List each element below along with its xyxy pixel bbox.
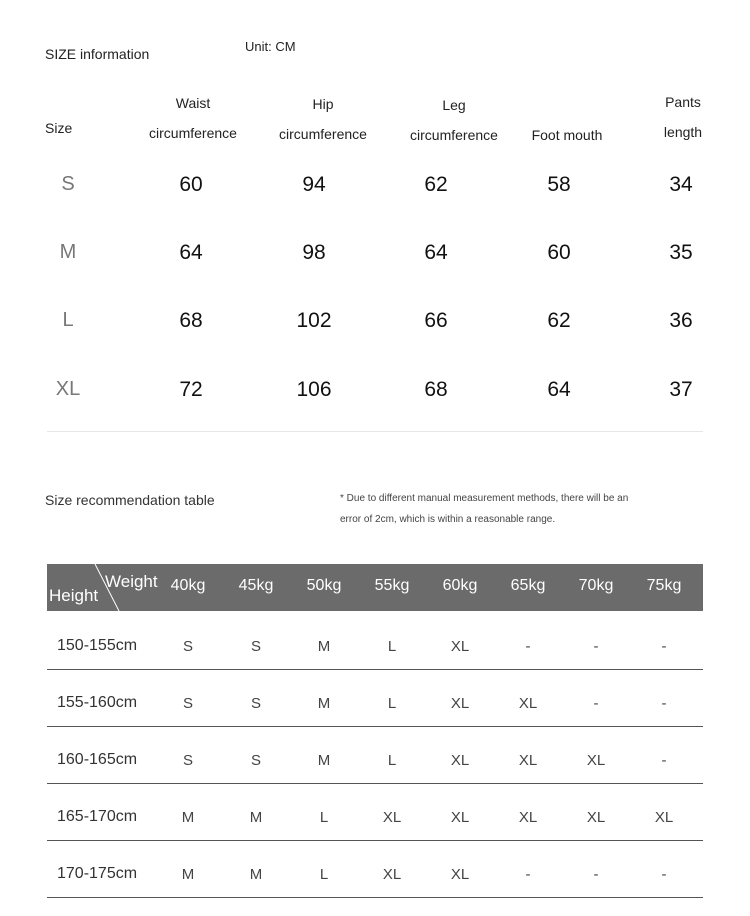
header-hip-line2: circumference	[279, 126, 367, 142]
size-row-m-foot: 60	[547, 241, 571, 264]
size-row-l-pants: 36	[669, 309, 693, 332]
rec-cell: M	[181, 866, 195, 883]
header-hip-line1: Hip	[312, 96, 334, 112]
rec-cell: -	[593, 638, 599, 655]
rec-cell: XL	[450, 866, 470, 883]
rec-cell: XL	[450, 752, 470, 769]
header-weight-label: Weight	[105, 572, 158, 591]
header-weight-60kg: 60kg	[442, 577, 478, 594]
header-weight-75kg: 75kg	[646, 577, 682, 594]
rec-cell: XL	[450, 638, 470, 655]
unit-label: Unit: CM	[245, 39, 296, 54]
measurement-note-line1: * Due to different manual measurement methods, there will be an	[340, 493, 629, 504]
size-row-s-foot: 58	[547, 173, 571, 196]
rec-cell: M	[317, 638, 331, 655]
rec-cell: S	[182, 695, 193, 712]
size-row-s-hip: 94	[302, 173, 326, 196]
rec-row-divider	[47, 897, 703, 898]
header-waist-line1: Waist	[175, 95, 211, 111]
rec-cell: XL	[382, 866, 402, 883]
size-row-xl-hip: 106	[296, 378, 332, 401]
header-weight-50kg: 50kg	[306, 577, 342, 594]
size-row-m-leg: 64	[424, 241, 448, 264]
header-weight-70kg: 70kg	[578, 577, 614, 594]
header-pants-length	[652, 87, 714, 147]
rec-cell: S	[250, 638, 261, 655]
rec-cell: M	[317, 752, 331, 769]
rec-cell: M	[181, 809, 195, 826]
rec-row-170-175-label: 170-175cm	[57, 865, 138, 882]
rec-cell: XL	[586, 752, 606, 769]
rec-row-divider	[47, 840, 703, 841]
size-row-m-label: M	[59, 241, 77, 263]
size-table-divider	[47, 431, 703, 432]
header-pants-line1: Pants	[665, 94, 701, 110]
size-row-s-waist: 60	[179, 173, 203, 196]
size-row-l-leg: 66	[424, 309, 448, 332]
rec-cell: -	[525, 638, 531, 655]
rec-cell: XL	[654, 809, 674, 826]
size-info-title: SIZE information	[45, 46, 150, 62]
header-size: Size	[45, 120, 73, 136]
header-waist-line2: circumference	[149, 125, 237, 141]
measurement-note-line2: error of 2cm, which is within a reasonable range.	[340, 514, 556, 525]
rec-cell: XL	[382, 809, 402, 826]
rec-cell: -	[661, 866, 667, 883]
rec-cell: S	[250, 695, 261, 712]
header-height-label: Height	[49, 586, 99, 605]
size-row-xl-leg: 68	[424, 378, 448, 401]
size-row-xl-foot: 64	[547, 378, 571, 401]
header-weight-45kg: 45kg	[238, 577, 274, 594]
rec-cell: -	[661, 638, 667, 655]
rec-cell: L	[319, 809, 329, 826]
rec-cell: -	[661, 695, 667, 712]
size-row-l-foot: 62	[547, 309, 571, 332]
rec-row-divider	[47, 726, 703, 727]
header-waist	[138, 88, 248, 148]
rec-cell: XL	[450, 809, 470, 826]
rec-row-150-155-label: 150-155cm	[57, 637, 138, 654]
header-hip	[268, 89, 378, 149]
size-row-l-hip: 102	[296, 309, 332, 332]
size-row-l-label: L	[62, 309, 74, 331]
rec-cell: L	[319, 866, 329, 883]
header-weight-55kg: 55kg	[374, 577, 410, 594]
size-row-m-pants: 35	[669, 241, 693, 264]
rec-cell: M	[249, 866, 263, 883]
rec-cell: -	[661, 752, 667, 769]
rec-row-165-170-label: 165-170cm	[57, 808, 138, 825]
measurement-note	[340, 488, 690, 530]
rec-cell: XL	[518, 695, 538, 712]
size-row-s-label: S	[61, 173, 75, 195]
rec-cell: -	[593, 695, 599, 712]
header-pants-line2: length	[663, 124, 703, 140]
rec-cell: L	[387, 695, 397, 712]
rec-cell: -	[525, 866, 531, 883]
header-leg-line1: Leg	[442, 97, 466, 113]
header-leg	[399, 90, 509, 150]
rec-cell: L	[387, 638, 397, 655]
rec-row-divider	[47, 783, 703, 784]
rec-cell: S	[182, 752, 193, 769]
rec-cell: -	[593, 866, 599, 883]
rec-cell: L	[387, 752, 397, 769]
rec-cell: S	[182, 638, 193, 655]
size-row-s-leg: 62	[424, 173, 448, 196]
rec-cell: S	[250, 752, 261, 769]
header-foot-mouth: Foot mouth	[531, 127, 603, 143]
rec-cell: M	[317, 695, 331, 712]
size-row-s-pants: 34	[669, 173, 693, 196]
size-row-xl-label: XL	[55, 378, 81, 400]
rec-cell: XL	[450, 695, 470, 712]
size-row-m-waist: 64	[179, 241, 203, 264]
rec-cell: M	[249, 809, 263, 826]
rec-cell: XL	[586, 809, 606, 826]
rec-row-160-165-label: 160-165cm	[57, 751, 138, 768]
size-row-m-hip: 98	[302, 241, 326, 264]
rec-row-155-160-label: 155-160cm	[57, 694, 138, 711]
rec-cell: XL	[518, 752, 538, 769]
header-leg-line2: circumference	[410, 127, 498, 143]
header-weight-65kg: 65kg	[510, 577, 546, 594]
recommendation-title: Size recommendation table	[45, 492, 215, 508]
header-weight-40kg: 40kg	[170, 577, 206, 594]
rec-cell: XL	[518, 809, 538, 826]
rec-row-divider	[47, 669, 703, 670]
size-row-l-waist: 68	[179, 309, 203, 332]
size-row-xl-pants: 37	[669, 378, 693, 401]
size-row-xl-waist: 72	[179, 378, 203, 401]
